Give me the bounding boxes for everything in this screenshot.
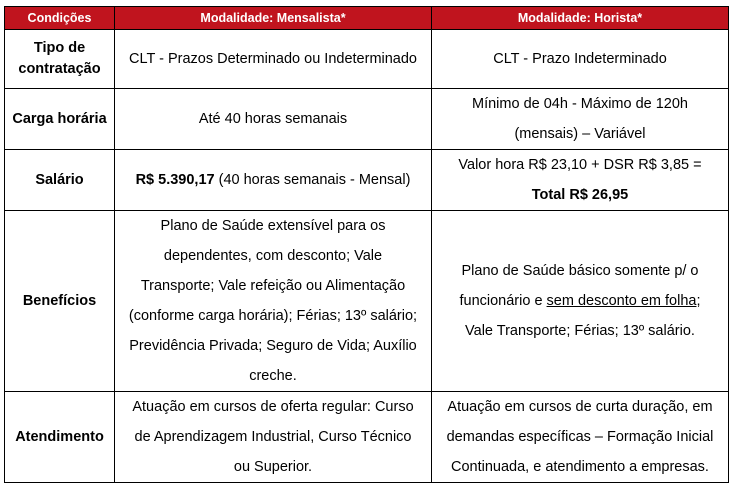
row-label-carga: Carga horária <box>5 89 115 150</box>
header-mensalista: Modalidade: Mensalista* <box>115 7 432 30</box>
text-line: Valor hora R$ 23,10 + DSR R$ 3,85 = <box>458 157 702 173</box>
cell-horista-tipo: CLT - Prazo Indeterminado <box>432 30 729 89</box>
row-label-atendimento: Atendimento <box>5 392 115 483</box>
text-fragment: funcionário e <box>459 293 547 309</box>
text-line: Vale Transporte; Férias; 13º salário. <box>465 323 695 339</box>
text-line: de Aprendizagem Industrial, Curso Técnico <box>134 429 412 445</box>
text-line: Plano de Saúde extensível para os <box>160 218 386 234</box>
text-line: Mínimo de 04h - Máximo de 120h <box>472 96 688 112</box>
text-line: Atuação em cursos de curta duração, em <box>447 399 713 415</box>
row-label-salario: Salário <box>5 150 115 211</box>
text-fragment: ; <box>696 293 701 309</box>
header-conditions: Condições <box>5 7 115 30</box>
row-label-beneficios: Benefícios <box>5 211 115 392</box>
salary-total: Total R$ 26,95 <box>531 187 629 203</box>
text-line: Transporte; Vale refeição ou Alimentação <box>140 278 406 294</box>
row-beneficios <box>5 211 729 392</box>
cell-horista-atendimento <box>432 392 729 483</box>
cell-mensalista-beneficios <box>115 211 432 392</box>
text-line: creche. <box>249 368 297 384</box>
text-line: demandas específicas – Formação Inicial <box>446 429 714 445</box>
header-horista: Modalidade: Horista* <box>432 7 729 30</box>
text-line: ou Superior. <box>233 459 313 475</box>
label-line: Tipo de <box>33 40 86 56</box>
header-row <box>5 7 729 30</box>
text-line: (mensais) – Variável <box>514 126 646 142</box>
label-line: contratação <box>18 61 101 77</box>
text-line: Atuação em cursos de oferta regular: Curso <box>132 399 414 415</box>
cell-mensalista-tipo: CLT - Prazos Determinado ou Indeterminado <box>115 30 432 89</box>
underlined-text: sem desconto em folha <box>546 293 697 309</box>
text-line: Continuada, e atendimento a empresas. <box>451 459 709 475</box>
row-atendimento <box>5 392 729 483</box>
row-salario <box>5 150 729 211</box>
row-carga-horaria <box>5 89 729 150</box>
cell-mensalista-carga: Até 40 horas semanais <box>115 89 432 150</box>
salary-value: R$ 5.390,17 <box>135 172 215 188</box>
cell-mensalista-atendimento <box>115 392 432 483</box>
row-label-tipo <box>5 30 115 89</box>
cell-horista-salario <box>432 150 729 211</box>
text-line: Plano de Saúde básico somente p/ o <box>461 263 699 279</box>
conditions-table <box>4 6 729 483</box>
text-line: dependentes, com desconto; Vale <box>163 248 383 264</box>
text-line <box>436 286 724 316</box>
text-line: Previdência Privada; Seguro de Vida; Auxílio <box>129 338 417 354</box>
cell-horista-beneficios <box>432 211 729 392</box>
cell-mensalista-salario <box>115 150 432 211</box>
row-tipo-contratacao <box>5 30 729 89</box>
text-line: (conforme carga horária); Férias; 13º salário; <box>128 308 418 324</box>
salary-note: (40 horas semanais - Mensal) <box>214 172 411 188</box>
cell-horista-carga <box>432 89 729 150</box>
